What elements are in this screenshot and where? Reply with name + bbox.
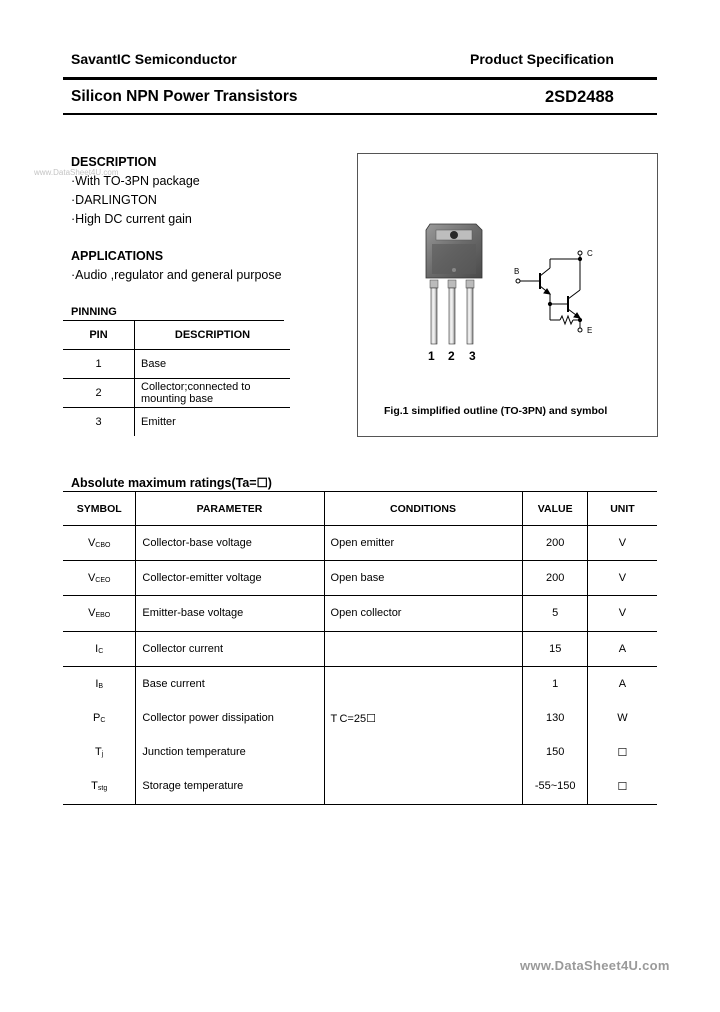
description-item: ·High DC current gain [71, 212, 192, 226]
conditions-cell: Open base [324, 561, 523, 596]
symbol-cell [63, 631, 136, 666]
table-row [63, 379, 290, 408]
to3pn-package-icon [426, 224, 482, 344]
symbol-header: SYMBOL [63, 492, 136, 526]
symbol-cell [63, 769, 136, 804]
collector-terminal-label: C [587, 249, 593, 258]
symbol-letter: T [91, 780, 98, 793]
ratings-table [63, 492, 657, 805]
value-cell: 200 [523, 561, 588, 596]
darlington-symbol-icon [516, 251, 582, 332]
symbol-cell [63, 561, 136, 596]
parameter-cell: Collector power dissipation [136, 701, 324, 735]
watermark-bottom[interactable]: www.DataSheet4U.com [520, 958, 670, 973]
table-row [63, 631, 657, 666]
pin-description: Emitter [141, 416, 176, 428]
symbol-letter: V [87, 572, 96, 585]
parameter-cell: Base current [136, 666, 324, 701]
parameter-cell: Collector-base voltage [136, 526, 324, 561]
symbol-cell [63, 596, 136, 631]
symbol-subscript: stg [97, 785, 108, 793]
parameter-header: PARAMETER [136, 492, 324, 526]
symbol-letter: V [88, 607, 96, 620]
table-row [63, 408, 290, 437]
applications-item: ·Audio ,regulator and general purpose [71, 268, 282, 282]
value-cell: 150 [523, 735, 588, 769]
pin-label-2: 2 [448, 349, 455, 363]
doc-type: Product Specification [470, 51, 614, 67]
symbol-cell [63, 701, 136, 735]
pin-header: PIN [63, 321, 135, 350]
description-title: DESCRIPTION [71, 155, 157, 169]
table-row [63, 350, 290, 379]
pin-label-1: 1 [428, 349, 435, 363]
symbol-letter: T [95, 746, 102, 759]
header-rule-top [63, 77, 657, 80]
table-row [63, 769, 657, 804]
table-row [63, 666, 657, 701]
table-row [63, 701, 657, 735]
value-cell: 5 [523, 596, 588, 631]
unit-cell: A [587, 666, 657, 701]
unit-cell: V [587, 526, 657, 561]
value-header: VALUE [523, 492, 588, 526]
symbol-subscript: CEO [95, 577, 111, 585]
watermark-top: www.DataSheet4U.com [34, 168, 119, 177]
product-line: Silicon NPN Power Transistors [71, 88, 298, 105]
unit-header: UNIT [587, 492, 657, 526]
unit-cell: W [587, 701, 657, 735]
symbol-subscript: CBO [95, 542, 111, 550]
emitter-terminal-label: E [587, 326, 593, 335]
base-terminal-label: B [514, 267, 520, 276]
pin-description: Base [135, 350, 291, 379]
unit-cell: ☐ [587, 769, 657, 804]
symbol-letter: P [92, 712, 101, 725]
pin-number: 3 [63, 408, 135, 437]
pinning-table [63, 321, 290, 436]
description-item: ·With TO-3PN package [71, 174, 200, 188]
table-row [63, 561, 657, 596]
applications-title: APPLICATIONS [71, 249, 164, 263]
unit-cell: ☐ [587, 735, 657, 769]
header-rule-bottom [63, 113, 657, 115]
parameter-cell: Junction temperature [136, 735, 324, 769]
description-item: ·DARLINGTON [71, 193, 157, 207]
conditions-cell: T C=25☐ [324, 701, 523, 735]
figure-box [357, 153, 658, 437]
pin-description [135, 379, 291, 408]
conditions-cell [324, 769, 523, 804]
symbol-letter: I [95, 642, 99, 655]
symbol-subscript: EBO [95, 612, 111, 620]
parameter-cell: Collector current [136, 631, 324, 666]
value-cell: 1 [523, 666, 588, 701]
table-row [63, 735, 657, 769]
company-name: SavantIC Semiconductor [71, 51, 237, 67]
value-cell: 130 [523, 701, 588, 735]
conditions-cell [324, 631, 523, 666]
table-row [63, 526, 657, 561]
conditions-cell [324, 735, 523, 769]
conditions-header: CONDITIONS [324, 492, 523, 526]
pin-label-3: 3 [469, 349, 476, 363]
pin-number: 1 [63, 350, 135, 379]
symbol-subscript: C [98, 647, 104, 655]
value-cell: -55~150 [523, 769, 588, 804]
symbol-letter: V [87, 537, 96, 550]
unit-cell: A [587, 631, 657, 666]
symbol-cell [63, 735, 136, 769]
unit-cell: V [587, 596, 657, 631]
pin-number: 2 [63, 379, 135, 408]
symbol-letter: I [95, 677, 99, 690]
ratings-title: Absolute maximum ratings(Ta=☐) [71, 476, 272, 490]
parameter-cell: Collector-emitter voltage [136, 561, 324, 596]
figure-caption: Fig.1 simplified outline (TO-3PN) and symbol [384, 405, 608, 417]
value-cell: 15 [523, 631, 588, 666]
part-number: 2SD2488 [545, 88, 614, 106]
parameter-cell: Storage temperature [136, 769, 324, 804]
conditions-cell [324, 666, 523, 701]
conditions-cell: Open emitter [324, 526, 523, 561]
pinning-title: PINNING [71, 306, 117, 318]
symbol-cell [63, 526, 136, 561]
table-row [63, 596, 657, 631]
symbol-subscript: C [100, 717, 106, 725]
conditions-cell: Open collector [324, 596, 523, 631]
unit-cell: V [587, 561, 657, 596]
symbol-subscript: B [98, 682, 104, 690]
value-cell: 200 [523, 526, 588, 561]
pin-description-text: Collector;connected to mounting base [141, 381, 251, 405]
symbol-cell [63, 666, 136, 701]
package-and-symbol-illustration [358, 154, 657, 436]
symbol-subscript: j [101, 751, 104, 759]
pin-desc-header: DESCRIPTION [135, 321, 291, 350]
parameter-cell: Emitter-base voltage [136, 596, 324, 631]
